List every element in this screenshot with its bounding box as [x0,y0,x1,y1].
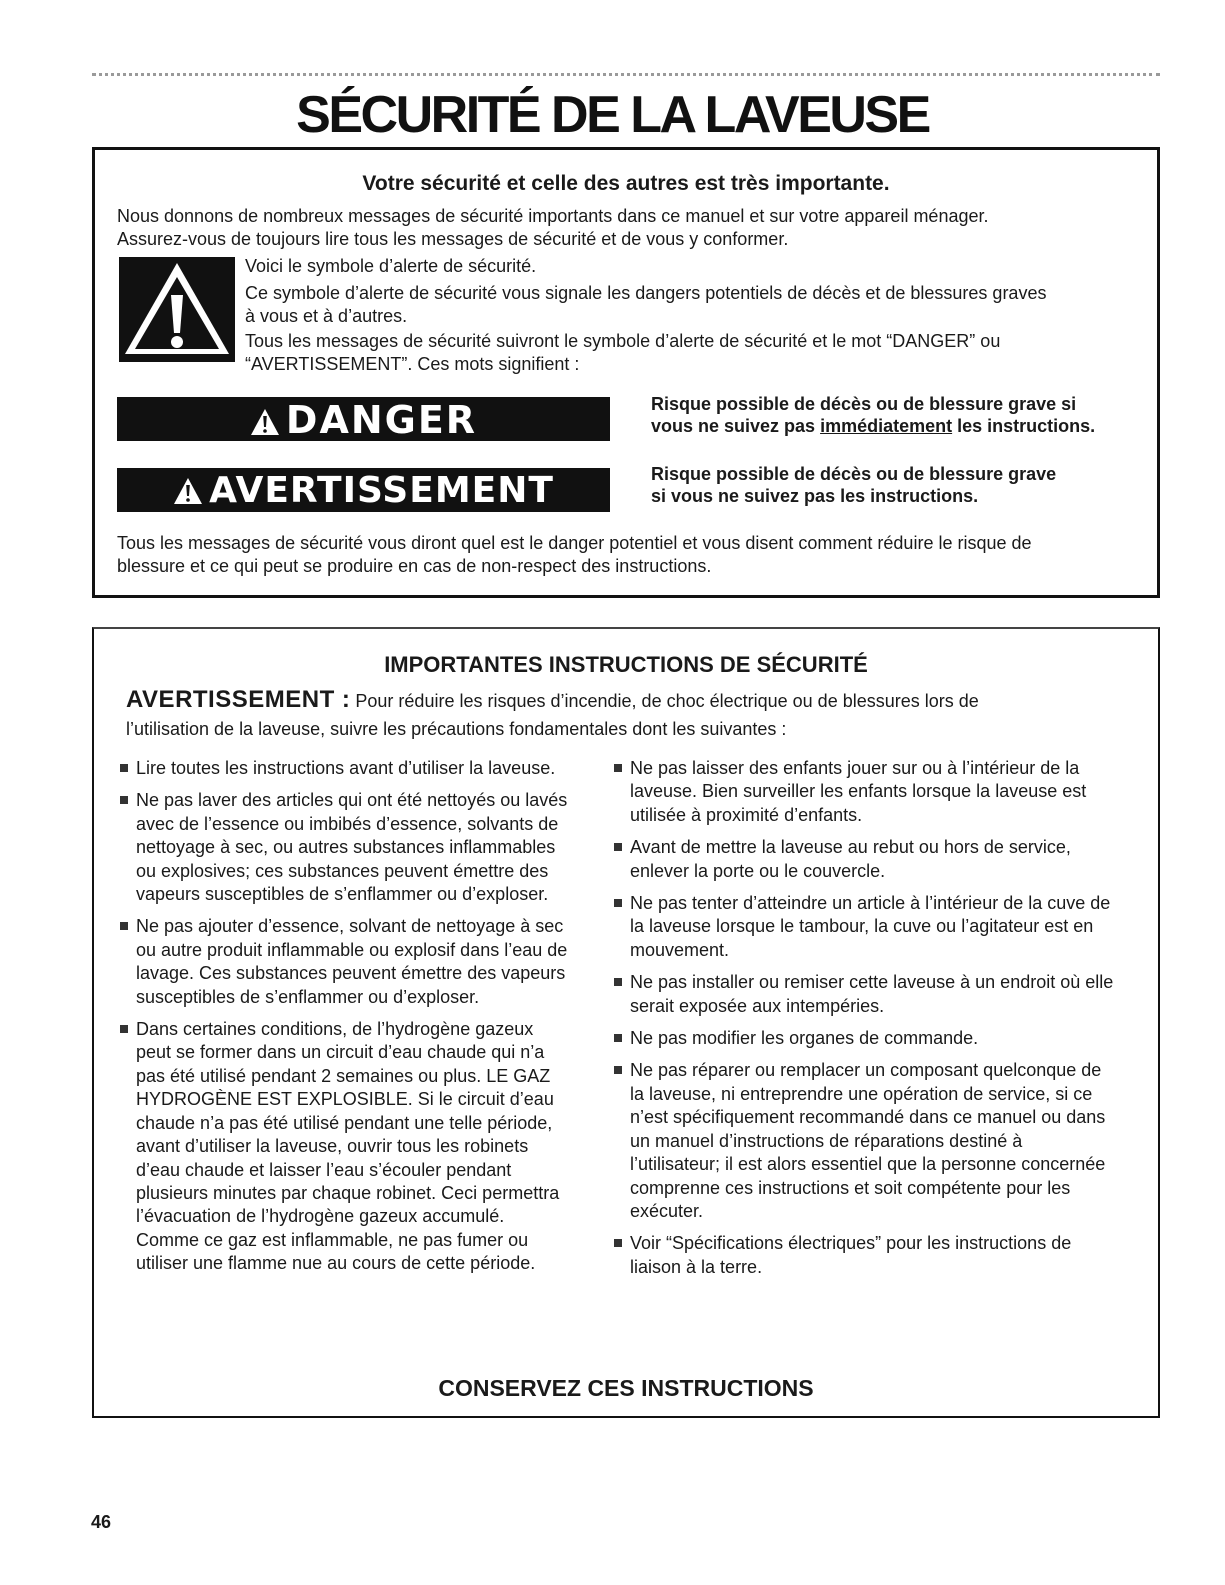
intro-line-2: Assurez-vous de toujours lire tous les messages de sécurité et de vous y conformer. [117,229,789,249]
safety-heading: Votre sécurité et celle des autres est très importante. [362,172,890,195]
avertissement-description [651,463,1151,507]
warning-word: AVERTISSEMENT : [126,686,351,713]
bullet-icon [120,764,128,772]
symbol-meaning-2: à vous et à d’autres. [245,306,408,326]
safety-alert-icon [119,257,235,362]
list-item [118,1018,568,1275]
list-item-text: Dans certaines conditions, de l’hydrogène gazeux peut se former dans un circuit d’eau chaude qui n’a pas été utilisé pendant 2 semaines ou plus. LE GAZ HYDROGÈNE EST EXPLOSIBLE. Si le circuit d’eau chaude n’a pas été utilisé pendant une telle période, avant d’utiliser la laveuse, ouvrir tous les robinets d’eau chaude et laisser l’eau s’écouler pendant plusieurs minutes par chaque robinet. Ceci permettra l’évacuation de l’hydrogène gazeux accumulé. Comme ce gaz est inflammable, ne pas fumer ou utiliser une flamme nue au cours de cette période. [136,1019,560,1274]
list-item-text: Ne pas ajouter d’essence, solvant de nettoyage à sec ou autre produit inflammable ou explosif dans l’eau de lavage. Ces substances peuvent émettre des vapeurs susceptibles de s’enflammer ou d’exploser. [136,916,568,1007]
list-item [612,757,1117,827]
bullet-icon [614,1034,622,1042]
right-instruction-list [612,757,1117,1288]
top-dotted-rule [92,73,1160,76]
bullet-icon [120,796,128,804]
list-item-text: Ne pas modifier les organes de commande. [630,1028,979,1049]
avertissement-alert-icon [173,477,203,505]
warning-text-2: l’utilisation de la laveuse, suivre les précautions fondamentales dont les suivantes : [126,719,787,739]
danger-desc-emphasis: immédiatement [820,416,953,436]
list-item [118,915,568,1009]
list-item [612,1232,1117,1279]
list-item-text: Ne pas tenter d’atteindre un article à l’intérieur de la cuve de la laveuse lorsque le tambour, la cuve ou l’agitateur est en mouvement. [630,893,1111,960]
bullet-icon [614,1066,622,1074]
save-instructions-footer: CONSERVEZ CES INSTRUCTIONS [438,1375,814,1401]
left-instruction-list [118,757,568,1285]
list-item [118,757,568,780]
signal-words-line-2: “AVERTISSEMENT”. Ces mots signifient : [245,354,580,374]
list-item-text: Avant de mettre la laveuse au rebut ou hors de service, enlever la porte ou le couvercle. [630,837,1071,881]
avertissement-label: AVERTISSEMENT [209,470,554,511]
danger-desc-line-2 [651,415,1151,437]
list-item [612,1027,1117,1050]
list-item-text: Ne pas installer ou remiser cette laveuse à un endroit où elle serait exposée aux intempéries. [630,972,1114,1016]
bullet-icon [614,978,622,986]
list-item-text: Ne pas laisser des enfants jouer sur ou à l’intérieur de la laveuse. Bien surveiller les enfants lorsque la laveuse est utilisée à proximité d’enfants. [630,758,1087,825]
bullet-icon [614,764,622,772]
list-item [612,836,1117,883]
safety-alert-box [92,147,1160,598]
list-item [612,892,1117,962]
list-item-text: Ne pas réparer ou remplacer un composant quelconque de la laveuse, ni entreprendre une opération de service, si ce n’est spécifiquement recommandé dans ce manuel ou dans un manuel d’instructions de réparations destiné à l’utilisateur; il est alors essentiel que la personne concernée comprenne ces instructions et soit compétente pour les exécuter. [630,1060,1106,1221]
bullet-icon [614,843,622,851]
danger-alert-icon [250,408,280,436]
signal-words-line-1: Tous les messages de sécurité suivront le symbole d’alerte de sécurité et le mot “DANGER” ou [245,331,1001,351]
danger-desc-2b: les instructions. [952,416,1096,436]
avertissement-banner [117,468,610,512]
danger-label: DANGER [285,398,478,442]
list-item [612,971,1117,1018]
list-item-text: Ne pas laver des articles qui ont été nettoyés ou lavés avec de l’essence ou imbibés d’essence, solvants de nettoyage à sec, ou autres substances inflammables ou explosives; ces substances peuvent émettre des vapeurs susceptibles de s’enflammer ou d’exploser. [136,790,568,905]
intro-line-1: Nous donnons de nombreux messages de sécurité importants dans ce manuel et sur votre appareil ménager. [117,206,989,226]
bullet-icon [120,922,128,930]
warning-intro [126,688,1126,713]
danger-description [651,393,1151,437]
symbol-meaning-1: Ce symbole d’alerte de sécurité vous signale les dangers potentiels de décès et de blessures graves [245,283,1047,303]
bullet-icon [614,899,622,907]
warning-text-1: Pour réduire les risques d’incendie, de choc électrique ou de blessures lors de [350,691,979,711]
danger-desc-line-1: Risque possible de décès ou de blessure grave si [651,394,1077,414]
important-instructions-box [92,627,1160,1418]
closing-line-1: Tous les messages de sécurité vous diront quel est le danger potentiel et vous disent comment réduire le risque de [117,533,1032,553]
bullet-icon [120,1025,128,1033]
list-item [118,789,568,906]
page-title: SÉCURITÉ DE LA LAVEUSE [296,86,929,144]
danger-banner [117,397,610,441]
avert-desc-line-1: Risque possible de décès ou de blessure grave [651,464,1057,484]
list-item-text: Lire toutes les instructions avant d’utiliser la laveuse. [136,758,556,778]
page-number: 46 [91,1512,112,1532]
list-item [612,1059,1117,1223]
avert-desc-line-2: si vous ne suivez pas les instructions. [651,486,979,506]
danger-desc-2a: vous ne suivez pas [651,416,821,436]
closing-line-2: blessure et ce qui peut se produire en cas de non-respect des instructions. [117,556,712,576]
bullet-icon [614,1239,622,1247]
instructions-heading: IMPORTANTES INSTRUCTIONS DE SÉCURITÉ [384,652,868,677]
symbol-line: Voici le symbole d’alerte de sécurité. [245,256,537,276]
list-item-text: Voir “Spécifications électriques” pour les instructions de liaison à la terre. [630,1233,1072,1277]
